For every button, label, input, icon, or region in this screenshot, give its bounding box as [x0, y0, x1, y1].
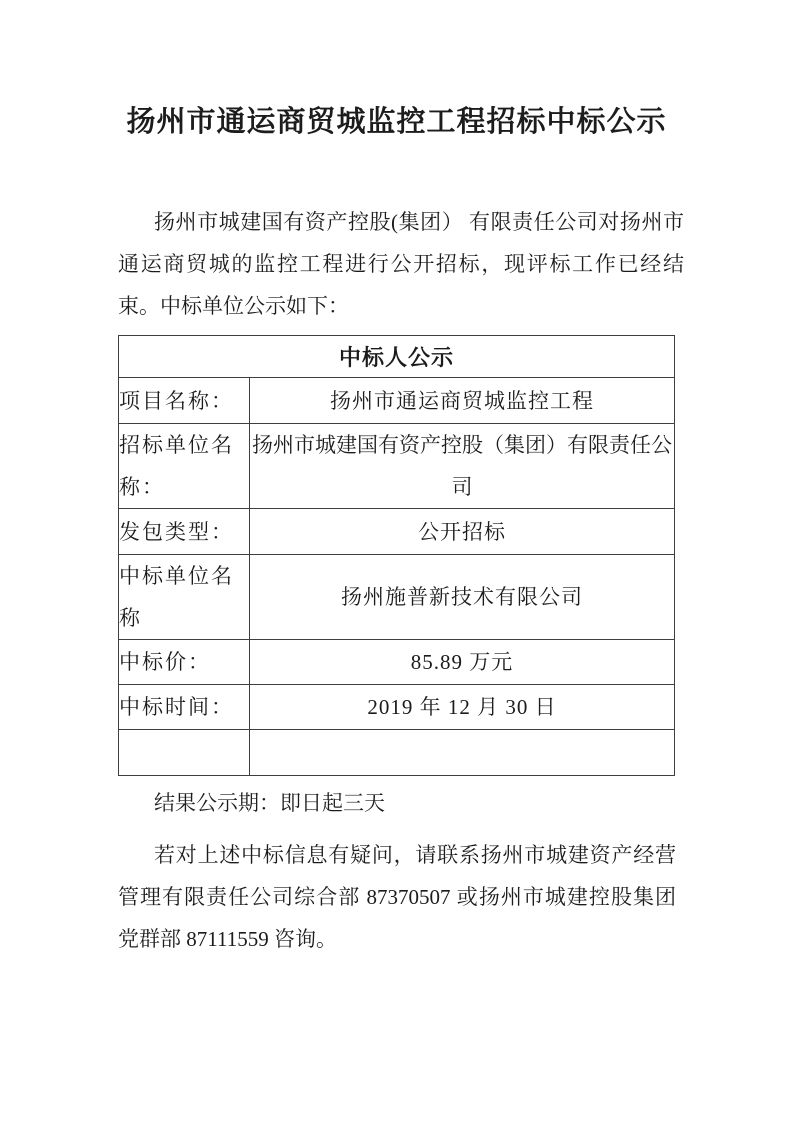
table-row [119, 685, 675, 730]
award-publicity-table [118, 335, 675, 776]
table-row [119, 509, 675, 555]
result-period-line: 结果公示期：即日起三天 [154, 791, 385, 815]
table-row [119, 640, 675, 685]
table-row [119, 378, 675, 424]
contract-type-label: 发包类型： [119, 509, 250, 555]
intro-paragraph [118, 201, 684, 327]
table-title-cell: 中标人公示 [119, 336, 675, 378]
table-row-empty [119, 730, 675, 776]
document-title: 扬州市通运商贸城监控工程招标中标公示 [126, 106, 667, 138]
intro-line: 扬州市城建国有资产控股(集团） 有限责任公司对扬州市 [154, 210, 684, 234]
table-header-row [119, 336, 675, 378]
winning-unit-value: 扬州施普新技术有限公司 [250, 555, 675, 640]
table-row [119, 555, 675, 640]
project-name-value: 扬州市通运商贸城监控工程 [250, 378, 675, 424]
intro-line: 通运商贸城的监控工程进行公开招标，现评标工作已经结 [118, 252, 684, 276]
contact-line: 若对上述中标信息有疑问，请联系扬州市城建资产经营 [154, 843, 676, 867]
tendering-unit-value: 扬州市城建国有资产控股（集团）有限责任公司 [250, 424, 675, 509]
project-name-label: 项目名称： [119, 378, 250, 424]
winning-price-label: 中标价： [119, 640, 250, 685]
empty-label-cell [119, 730, 250, 776]
table-row [119, 424, 675, 509]
winning-date-value: 2019 年 12 月 30 日 [250, 685, 675, 730]
winning-date-label: 中标时间： [119, 685, 250, 730]
winning-price-value: 85.89 万元 [250, 640, 675, 685]
winning-unit-label: 中标单位名称 [119, 555, 250, 640]
contact-line: 管理有限责任公司综合部 87370507 或扬州市城建控股集团 [118, 885, 676, 909]
contract-type-value: 公开招标 [250, 509, 675, 555]
contact-line: 党群部 87111559 咨询。 [118, 927, 337, 951]
empty-value-cell [250, 730, 675, 776]
tendering-unit-label: 招标单位名称： [119, 424, 250, 509]
intro-line: 束。中标单位公示如下： [118, 294, 349, 318]
contact-paragraph [118, 834, 676, 960]
